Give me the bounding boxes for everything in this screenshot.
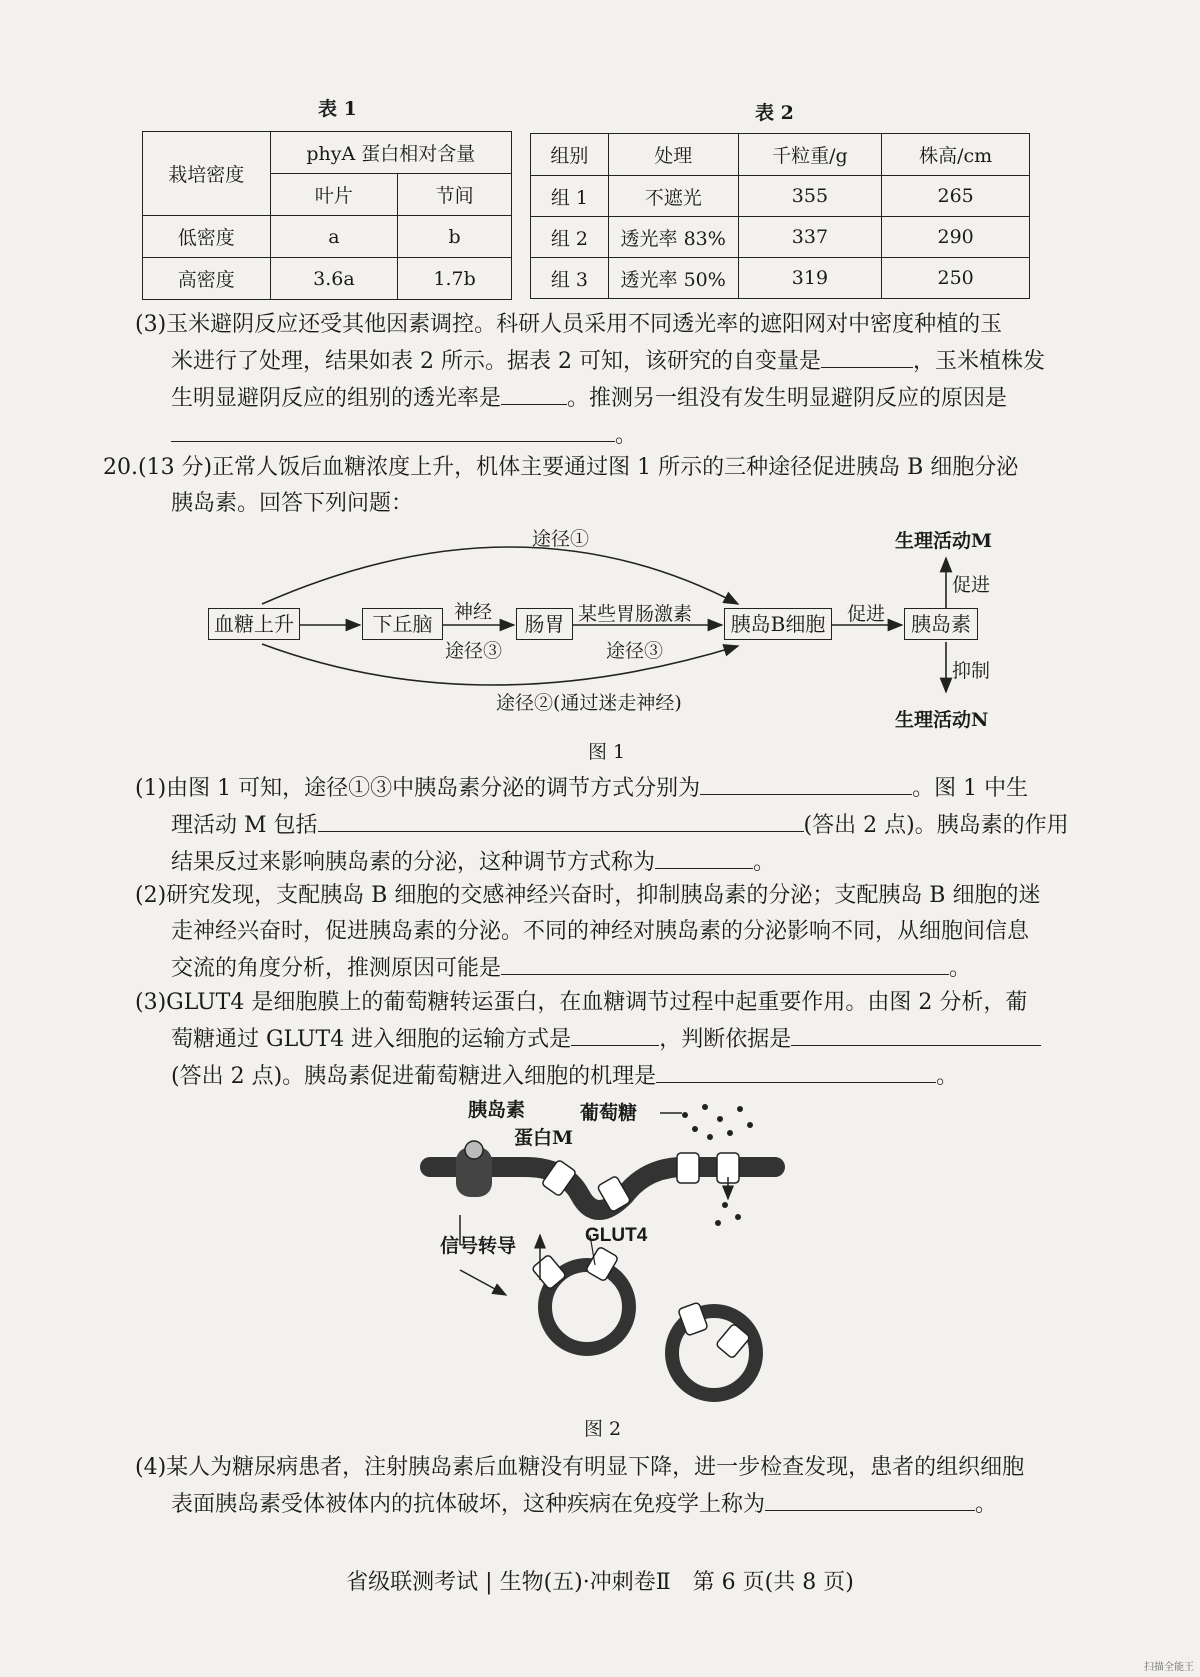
- text-line: [135, 1021, 1075, 1058]
- text-span: 。: [949, 956, 972, 981]
- question-20-1: [135, 770, 1075, 881]
- figure2-membrane-diagram: [420, 1095, 800, 1425]
- path1-label: 途径①: [532, 528, 590, 550]
- table2-cell: 319: [738, 258, 882, 299]
- figure2-caption: 图 2: [584, 1418, 622, 1440]
- table2-header: 千粒重/g: [738, 134, 882, 176]
- activity-n-label: 生理活动N: [895, 709, 989, 731]
- path3-label: 途径③: [606, 640, 664, 662]
- table2-cell: 355: [738, 176, 882, 217]
- fig2-insulin-label: 胰岛素: [468, 1099, 526, 1121]
- text-line: [135, 1058, 1075, 1095]
- fig2-glut4-label: GLUT4: [585, 1225, 648, 1246]
- text-line: (3)玉米避阴反应还受其他因素调控。科研人员采用不同透光率的遮阳网对中密度种植的玉: [135, 312, 1003, 337]
- answer-blank[interactable]: [571, 1021, 659, 1046]
- answer-blank[interactable]: [318, 807, 804, 832]
- answer-blank[interactable]: [656, 1058, 936, 1083]
- activity-m-label: 生理活动M: [895, 530, 993, 552]
- text-span: 表面胰岛素受体被体内的抗体破坏，这种疾病在免疫学上称为: [171, 1492, 766, 1517]
- question-20-2: [135, 878, 1075, 987]
- promote-m-label: 促进: [952, 574, 991, 596]
- table2-cell: 组 1: [531, 176, 609, 217]
- text-line: (3)GLUT4 是细胞膜上的葡萄糖转运蛋白，在血糖调节过程中起重要作用。由图 2 分析，葡: [135, 990, 1028, 1015]
- table2-cell: 290: [882, 217, 1030, 258]
- table1-cell: a: [270, 216, 398, 258]
- text-line: (2)研究发现，支配胰岛 B 细胞的交感神经兴奋时，抑制胰岛素的分泌；支配胰岛 B 细胞的迷: [135, 883, 1041, 908]
- text-span: 。: [936, 1064, 959, 1089]
- text-span: 结果反过来影响胰岛素的分泌，这种调节方式称为: [171, 850, 656, 875]
- hypothalamus-box: 下丘脑: [362, 608, 443, 640]
- scanner-badge: 扫描全能王: [1144, 1662, 1194, 1673]
- inhibit-n-label: 抑制: [952, 660, 991, 682]
- text-line: (4)某人为糖尿病患者，注射胰岛素后血糖没有明显下降，进一步检查发现，患者的组织细胞: [135, 1455, 1025, 1480]
- text-line: 20.(13 分)正常人饭后血糖浓度上升，机体主要通过图 1 所示的三种途径促进胰岛 B 细胞分泌: [103, 455, 1019, 480]
- signal-arrow: [460, 1270, 506, 1295]
- table1-header-density: 栽培密度: [143, 132, 271, 216]
- table2-cell: 265: [882, 176, 1030, 217]
- table2-cell: 不遮光: [608, 176, 738, 217]
- fig2-protein-m-label: 蛋白M: [514, 1127, 574, 1149]
- insulin-receptor-icon: [456, 1141, 492, 1197]
- nerve-label: 神经: [454, 601, 493, 623]
- answer-blank[interactable]: [765, 1486, 975, 1511]
- text-span: (答出 2 点)。胰岛素的作用: [803, 813, 1069, 838]
- table2-cell: 透光率 50%: [608, 258, 738, 299]
- table1-caption: 表 1: [318, 98, 357, 120]
- text-line: [135, 950, 1075, 987]
- text-span: 理活动 M 包括: [171, 813, 318, 838]
- table2-cell: 337: [738, 217, 882, 258]
- table1-cell: 低密度: [143, 216, 271, 258]
- table1-cell: 3.6a: [270, 258, 398, 300]
- insulin-box: 胰岛素: [904, 608, 978, 640]
- hormone-label: 某些胃肠激素: [578, 603, 693, 625]
- table1-cell: b: [398, 216, 512, 258]
- table2-header: 处理: [608, 134, 738, 176]
- answer-blank[interactable]: [700, 770, 912, 795]
- text-span: 。推测另一组没有发生明显避阴反应的原因是: [567, 386, 1008, 411]
- table2-cell: 250: [882, 258, 1030, 299]
- question-20-3: [135, 985, 1075, 1095]
- answer-blank[interactable]: [655, 844, 753, 869]
- text-span: ，玉米植株发: [912, 349, 1045, 374]
- path1-arc: [262, 547, 738, 604]
- answer-blank[interactable]: [501, 950, 949, 975]
- text-span: (1)由图 1 可知，途径①③中胰岛素分泌的调节方式分别为: [135, 776, 701, 801]
- table1-header-phy: phyA 蛋白相对含量: [270, 132, 511, 174]
- text-line: [135, 807, 1075, 844]
- text-span: 交流的角度分析，推测原因可能是: [171, 956, 502, 981]
- table1-cell: 1.7b: [398, 258, 512, 300]
- text-span: 。: [615, 423, 638, 448]
- table1-cell: 高密度: [143, 258, 271, 300]
- text-line: [135, 770, 1075, 807]
- text-line: [135, 844, 1075, 881]
- text-span: 米进行了处理，结果如表 2 所示。据表 2 可知，该研究的自变量是: [171, 349, 821, 374]
- gut-box: 肠胃: [516, 608, 573, 640]
- table2-cell: 透光率 83%: [608, 217, 738, 258]
- text-line: 胰岛素。回答下列问题：: [171, 491, 414, 516]
- table2-caption: 表 2: [755, 102, 794, 124]
- table2-header: 株高/cm: [882, 134, 1030, 176]
- text-span: (答出 2 点)。胰岛素促进葡萄糖进入细胞的机理是: [171, 1064, 657, 1089]
- question-20-4: [135, 1450, 1075, 1523]
- text-span: 。: [975, 1492, 998, 1517]
- bcell-box: 胰岛B细胞: [724, 608, 832, 640]
- text-line: [135, 1486, 1075, 1523]
- text-line: 走神经兴奋时，促进胰岛素的分泌。不同的神经对胰岛素的分泌影响不同，从细胞间信息: [171, 919, 1030, 944]
- table2-cell: 组 3: [531, 258, 609, 299]
- figure1-caption: 图 1: [588, 741, 626, 763]
- table2-header: 组别: [531, 134, 609, 176]
- table1-header-leaf: 叶片: [270, 174, 398, 216]
- text-span: ，判断依据是: [659, 1027, 792, 1052]
- text-span: 生明显避阴反应的组别的透光率是: [171, 386, 502, 411]
- text-span: 萄糖通过 GLUT4 进入细胞的运输方式是: [171, 1027, 572, 1052]
- text-span: 。图 1 中生: [912, 776, 1029, 801]
- fig2-glucose-label: 葡萄糖: [580, 1102, 638, 1124]
- table1-header-node: 节间: [398, 174, 512, 216]
- answer-blank[interactable]: [791, 1021, 1041, 1046]
- path2-label: 途径②(通过迷走神经): [496, 692, 682, 714]
- blood-sugar-box: 血糖上升: [208, 608, 300, 640]
- page-footer: 省级联测考试 | 生物(五)·冲刺卷Ⅱ 第 6 页(共 8 页): [346, 1570, 854, 1595]
- path3-label: 途径③: [445, 640, 503, 662]
- text-span: 。: [753, 850, 776, 875]
- fig2-signal-label: 信号转导: [440, 1235, 517, 1257]
- figure1-arrows: [0, 0, 1200, 760]
- promote-label: 促进: [847, 603, 886, 625]
- table2-cell: 组 2: [531, 217, 609, 258]
